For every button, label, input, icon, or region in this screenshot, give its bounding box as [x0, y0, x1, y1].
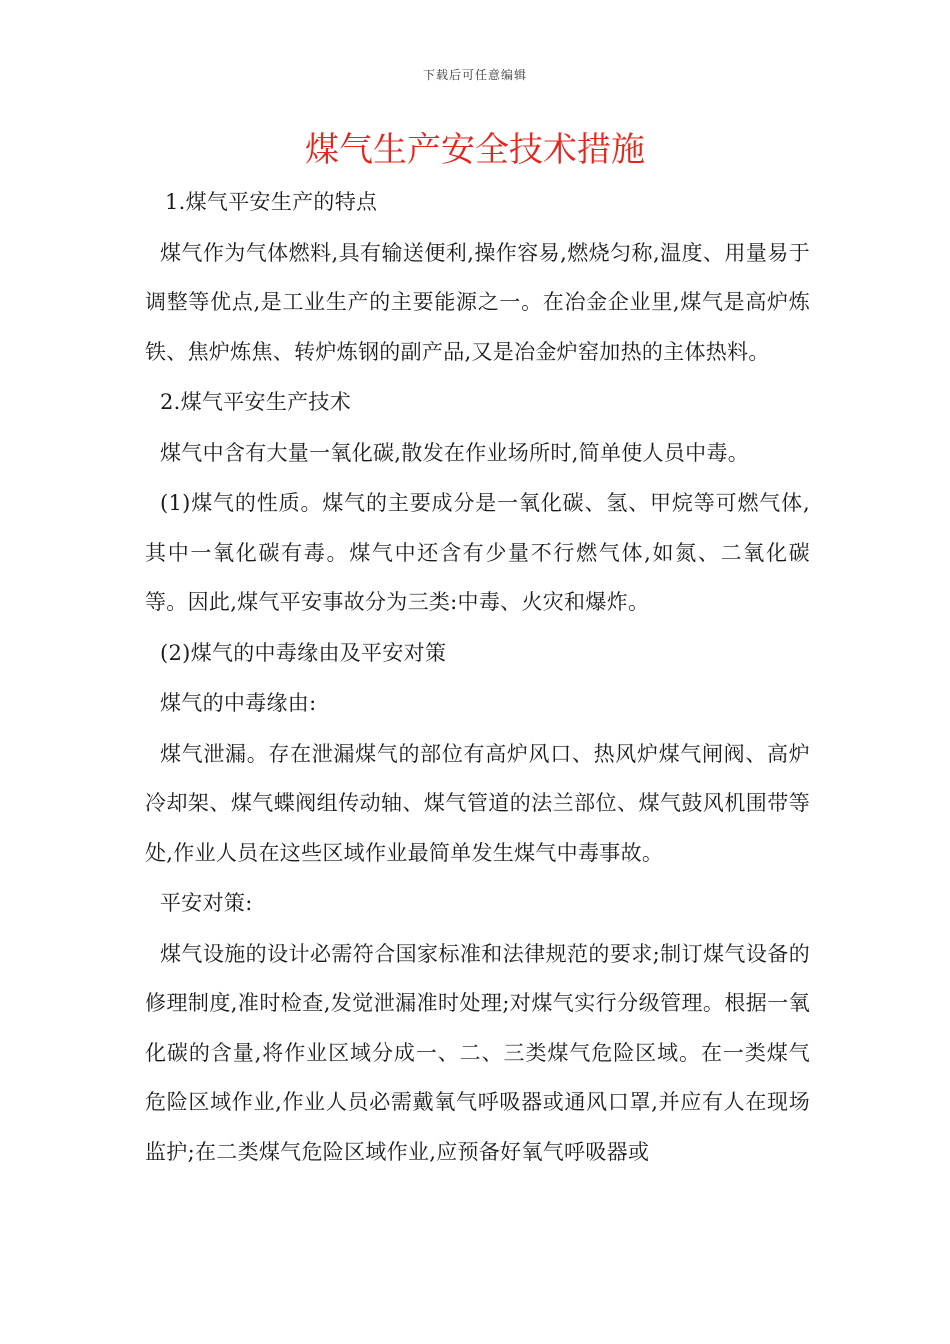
paragraph-text: 煤气设施的设计必需符合国家标准和法律规范的要求;制订煤气设备的修理制度,准时检查,发觉泄漏准时处理;对煤气实行分级管理。根据一氧化碳的含量,将作业区域分成一、二、三类煤气危险区域。在一类煤气危险区域作业,作业人员必需戴氧气呼吸器或通风口罩,并应有人在现场监护;在二类煤气危险区域作业,应预备好氧气呼吸器或 [145, 941, 810, 1164]
subsection-heading: (2)煤气的中毒缘由及平安对策 [160, 640, 447, 665]
section-heading-1: 1.煤气平安生产的特点 [165, 190, 378, 214]
paragraph [145, 229, 810, 378]
paragraph [145, 429, 810, 479]
paragraph-text: (1)煤气的性质。煤气的主要成分是一氧化碳、氢、甲烷等可燃气体,其中一氧化碳有毒。煤气中还含有少量不行燃气体,如氮、二氧化碳等。因此,煤气平安事故分为三类:中毒、火灾和爆炸。 [145, 491, 810, 614]
section-heading-2: 2.煤气平安生产技术 [160, 390, 352, 414]
subheading: 平安对策: [160, 891, 253, 915]
document-title: 煤气生产安全技术措施 [305, 130, 645, 170]
document-body [145, 178, 810, 1178]
subheading: 煤气的中毒缘由: [160, 691, 317, 715]
paragraph [145, 730, 810, 879]
header-note: 下载后可任意编辑 [422, 68, 527, 82]
paragraph-text: 煤气中含有大量一氧化碳,散发在作业场所时,简单使人员中毒。 [160, 440, 750, 465]
paragraph-text: 煤气作为气体燃料,具有输送便利,操作容易,燃烧匀称,温度、用量易于调整等优点,是工业生产的主要能源之一。在冶金企业里,煤气是高炉炼铁、焦炉炼焦、转炉炼钢的副产品,又是冶金炉窑加热的主体热料。 [145, 240, 810, 364]
paragraph [145, 479, 810, 628]
paragraph [145, 930, 810, 1178]
paragraph-text: 煤气泄漏。存在泄漏煤气的部位有高炉风口、热风炉煤气闸阀、高炉冷却架、煤气蝶阀组传动轴、煤气管道的法兰部位、煤气鼓风机围带等处,作业人员在这些区域作业最简单发生煤气中毒事故。 [145, 741, 810, 865]
